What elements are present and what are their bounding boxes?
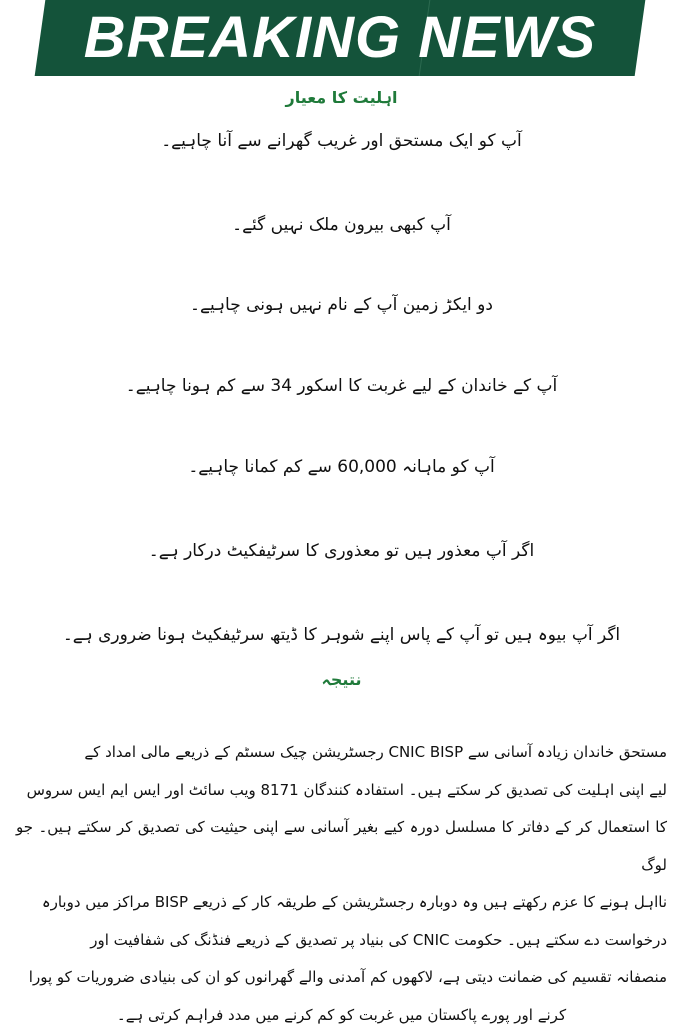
eligibility-item: آپ کو ماہانہ 60,000 سے کم کمانا چاہیے۔ — [20, 452, 663, 482]
eligibility-heading: اہلیت کا معیار — [20, 88, 663, 107]
paragraph-line: درخواست دے سکتے ہیں۔ حکومت CNIC کی بنیاد پر تصدیق کے ذریعے فنڈنگ کی شفافیت اور — [16, 922, 667, 960]
eligibility-item: آپ کبھی بیرون ملک نہیں گئے۔ — [20, 210, 663, 240]
eligibility-item: دو ایکڑ زمین آپ کے نام نہیں ہونی چاہیے۔ — [20, 290, 663, 320]
eligibility-item: آپ کو ایک مستحق اور غریب گھرانے سے آنا چاہیے۔ — [20, 126, 663, 156]
paragraph-line: مستحق خاندان زیادہ آسانی سے CNIC BISP رجسٹریشن چیک سسٹم کے ذریعے مالی امداد کے — [16, 734, 667, 772]
eligibility-item: اگر آپ بیوہ ہیں تو آپ کے پاس اپنے شوہر کا ڈیتھ سرٹیفکیٹ ہونا ضروری ہے۔ — [20, 620, 663, 650]
eligibility-item: آپ کے خاندان کے لیے غربت کا اسکور 34 سے کم ہونا چاہیے۔ — [20, 371, 663, 401]
banner-title: BREAKING NEWS — [40, 2, 640, 74]
conclusion-heading: نتیجہ — [20, 670, 663, 689]
paragraph-line: منصفانہ تقسیم کی ضمانت دیتی ہے، لاکھوں کم آمدنی والے گھرانوں کو ان کی بنیادی ضروریات کو پورا — [16, 959, 667, 997]
paragraph-line: لیے اپنی اہلیت کی تصدیق کر سکتے ہیں۔ استفادہ کنندگان 8171 ویب سائٹ اور ایس ایم ایس سروس — [16, 772, 667, 810]
eligibility-item: اگر آپ معذور ہیں تو معذوری کا سرٹیفکیٹ درکار ہے۔ — [20, 536, 663, 566]
paragraph-line: کرنے اور پورے پاکستان میں غربت کو کم کرنے میں مدد فراہم کرتی ہے۔ — [16, 997, 667, 1034]
paragraph-line: کا استعمال کر کے دفاتر کا مسلسل دورہ کیے بغیر آسانی سے اپنی حیثیت کی تصدیق کر سکتے ہیں۔ جو لوگ — [16, 809, 667, 884]
paragraph-line: نااہل ہونے کا عزم رکھتے ہیں وہ دوبارہ رجسٹریشن کے طریقہ کار کے ذریعے BISP مراکز میں دوبارہ — [16, 884, 667, 922]
conclusion-paragraph — [16, 734, 667, 1034]
